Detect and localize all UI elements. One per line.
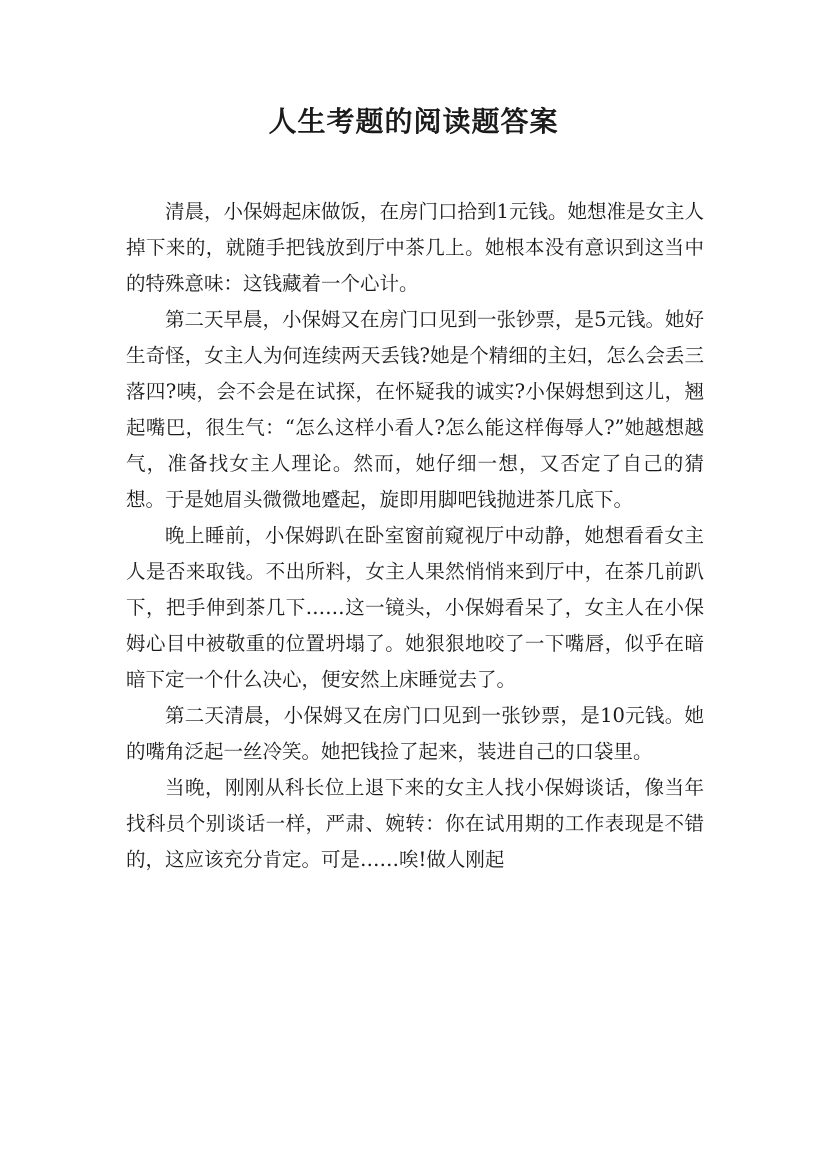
paragraph: 清晨，小保姆起床做饭，在房门口拾到1元钱。她想准是女主人掉下来的，就随手把钱放到厅中茶几上。她根本没有意识到这当中的特殊意味：这钱藏着一个心计。 xyxy=(126,200,704,295)
paragraph: 晚上睡前，小保姆趴在卧室窗前窥视厅中动静，她想看看女主人是否来取钱。不出所料，女主人果然悄悄来到厅中，在茶几前趴下，把手伸到茶几下……这一镜头，小保姆看呆了，女主人在小保姆心目中被敬重的位置坍塌了。她狠狠地咬了一下嘴唇，似乎在暗暗下定一个什么决心，便安然上床睡觉去了。 xyxy=(126,524,704,691)
paragraph: 当晚，刚刚从科长位上退下来的女主人找小保姆谈话，像当年找科员个别谈话一样，严肃、婉转：你在试用期的工作表现是不错的，这应该充分肯定。可是……唉!做人刚起 xyxy=(126,776,704,871)
paragraph: 第二天早晨，小保姆又在房门口见到一张钞票，是5元钱。她好生奇怪，女主人为何连续两天丢钱?她是个精细的主妇，怎么会丢三落四?咦，会不会是在试探，在怀疑我的诚实?小保姆想到这儿，翘起嘴巴，很生气：“怎么这样小看人?怎么能这样侮辱人?”她越想越气，准备找女主人理论。然而，她仔细一想，又否定了自己的猜想。于是她眉头微微地蹙起，旋即用脚吧钱抛进茶几底下。 xyxy=(126,308,704,511)
document-title: 人生考题的阅读题答案 xyxy=(268,105,559,138)
paragraph: 第二天清晨，小保姆又在房门口见到一张钞票，是10元钱。她的嘴角泛起一丝冷笑。她把钱捡了起来，装进自己的口袋里。 xyxy=(126,704,704,763)
document-body xyxy=(126,194,704,878)
